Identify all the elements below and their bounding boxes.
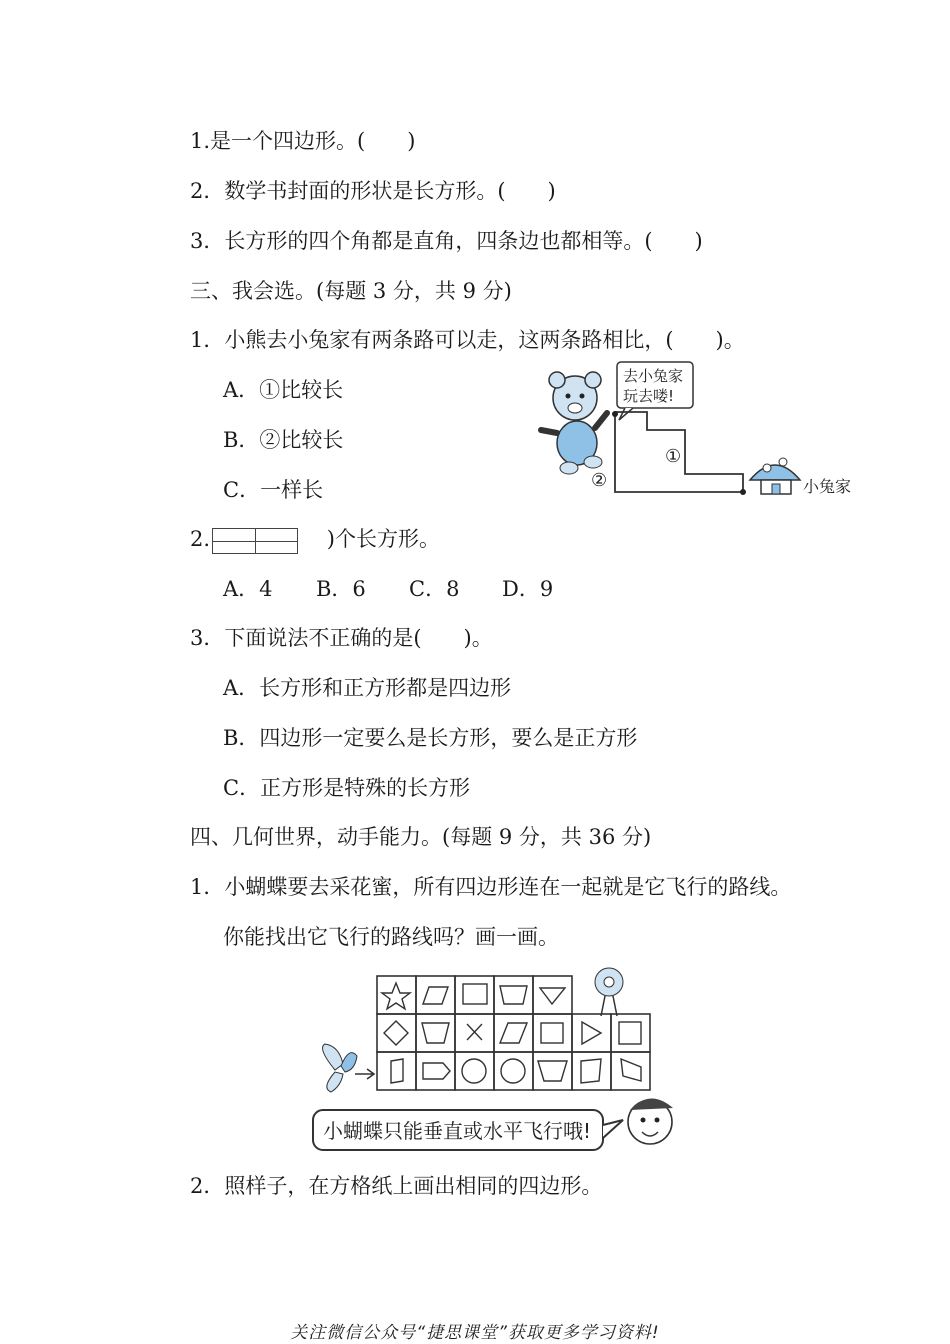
- geometry-question-2: 2．照样子，在方格纸上画出相同的四边形。: [190, 1174, 603, 1198]
- bear-icon: [541, 372, 607, 474]
- judge-question-2: 2．数学书封面的形状是长方形。( ): [190, 179, 556, 203]
- choose-q1-option-c: C．一样长: [223, 478, 324, 502]
- footer-promo-text: 关注微信公众号“捷思课堂”获取更多学习资料!: [290, 1323, 660, 1343]
- choose-q2-option-a: A．4: [223, 577, 273, 601]
- choose-q1-option-b: B．②比较长: [223, 428, 344, 452]
- flower-icon: [595, 968, 623, 1016]
- choose-q2-option-c: C．8: [409, 577, 460, 601]
- choose-q3-option-c: C．正方形是特殊的长方形: [223, 776, 471, 800]
- choose-q2-option-d: D．9: [502, 577, 554, 601]
- bear-bubble-line2: 玩去喽!: [623, 387, 675, 405]
- choose-q3-option-b: B．四边形一定要么是长方形，要么是正方形: [223, 726, 638, 750]
- geometry-question-1-line2: 你能找出它飞行的路线吗？画一画。: [223, 925, 559, 949]
- choose-q2-option-b: B．6: [316, 577, 366, 601]
- bear-bubble-line1: 去小兔家: [623, 367, 684, 385]
- choose-question-1: 1．小熊去小兔家有两条路可以走，这两条路相比，( )。: [190, 328, 745, 352]
- child-character-icon: [628, 1098, 673, 1144]
- judge-question-1: 1.是一个四边形。( ): [190, 129, 416, 153]
- choose-q3-option-a: A．长方形和正方形都是四边形: [223, 676, 512, 700]
- geometry-question-1-line1: 1．小蝴蝶要去采花蜜，所有四边形连在一起就是它飞行的路线。: [190, 875, 792, 899]
- choose-question-2: [190, 526, 440, 554]
- bear-path-illustration: [535, 358, 865, 508]
- butterfly-shape-grid: [305, 960, 690, 1160]
- rabbit-home-label: 小兔家: [803, 477, 852, 496]
- choose-q1-option-a: A．①比较长: [223, 378, 344, 402]
- divided-rectangle-figure: [212, 528, 298, 554]
- mushroom-house-icon: [750, 458, 800, 494]
- choose-question-3: 3．下面说法不正确的是( )。: [190, 626, 493, 650]
- start-arrow-icon: [355, 1069, 374, 1079]
- route-1-label: ①: [665, 446, 682, 467]
- section-three-heading: 三、我会选。(每题 3 分，共 9 分): [190, 279, 512, 303]
- butterfly-hint-bubble: 小蝴蝶只能垂直或水平飞行哦!: [323, 1119, 592, 1143]
- butterfly-icon: [323, 1044, 357, 1092]
- route-2-label: ②: [591, 470, 608, 491]
- choose-q2-suffix: )个长方形。: [326, 527, 440, 551]
- judge-question-3: 3．长方形的四个角都是直角，四条边也都相等。( ): [190, 229, 703, 253]
- section-four-heading: 四、几何世界，动手能力。(每题 9 分，共 36 分): [190, 825, 652, 849]
- choose-q2-prefix: 2.: [190, 527, 211, 551]
